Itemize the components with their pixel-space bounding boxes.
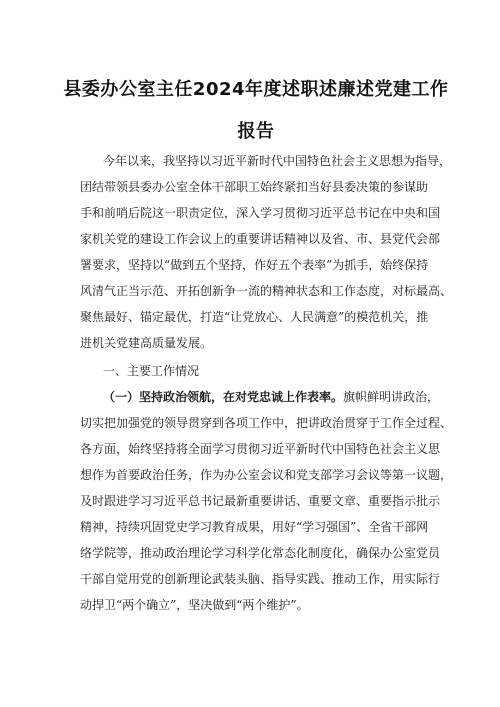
subsection-heading: （一）坚持政治领航，在对党忠诚上作表率。 [103,390,344,404]
intro-paragraph-line: 进机关党建高质量发展。 [80,336,213,350]
intro-paragraph-line: 团结带领县委办公室全体干部职工始终紧扣当好县委决策的参谋助 [80,180,429,194]
intro-paragraph-line: 风清气正当示范、开拓创新争一流的精神状态和工作态度，对标最高、 [80,284,453,298]
subsection-paragraph-line: 动捍卫“两个确立”，坚决做到“两个维护”。 [80,598,309,612]
intro-paragraph-line: 聚焦最好、锚定最优，打造“让党放心、人民满意”的模范机关，推 [80,310,429,324]
subsection-lead-text: 旗帜鲜明讲政治， [343,390,440,404]
document-title-line-2: 报告 [237,121,275,142]
subsection-paragraph-line: 想作为首要政治任务，作为办公室会议和党支部学习会议等第一议题， [80,468,453,482]
intro-paragraph-line: 家机关党的建设工作会议上的重要讲话精神以及省、市、县党代会部 [80,232,441,246]
intro-paragraph-line: 今年以来，我坚持以习近平新时代中国特色社会主义思想为指导， [103,154,452,168]
subsection-first-line [103,386,440,408]
subsection-paragraph-line: 精神，持续巩固党史学习教育成果，用好“学习强国”、全省干部网 [80,520,429,534]
section-heading: 一、主要工作情况 [103,364,200,378]
intro-paragraph-line: 手和前哨后院这一职责定位，深入学习贯彻习近平总书记在中央和国 [80,206,441,220]
subsection-paragraph-line: 络学院等，推动政治理论学习科学化常态化制度化，确保办公室党员 [80,546,441,560]
document-title-line-1: 县委办公室主任2024年度述职述廉述党建工作 [63,79,449,100]
subsection-paragraph-line: 干部自觉用党的创新理论武装头脑、指导实践、推动工作，用实际行 [80,572,441,586]
subsection-paragraph-line: 及时跟进学习习近平总书记最新重要讲话、重要文章、重要指示批示 [80,494,441,508]
subsection-paragraph-line: 切实把加强党的领导贯穿到各项工作中，把讲政治贯穿于工作全过程、 [80,416,453,430]
subsection-paragraph-line: 各方面，始终坚持将全面学习贯彻习近平新时代中国特色社会主义思 [80,442,441,456]
intro-paragraph-line: 署要求，坚持以“做到五个坚持，作好五个表率”为抓手，始终保持 [80,258,429,272]
